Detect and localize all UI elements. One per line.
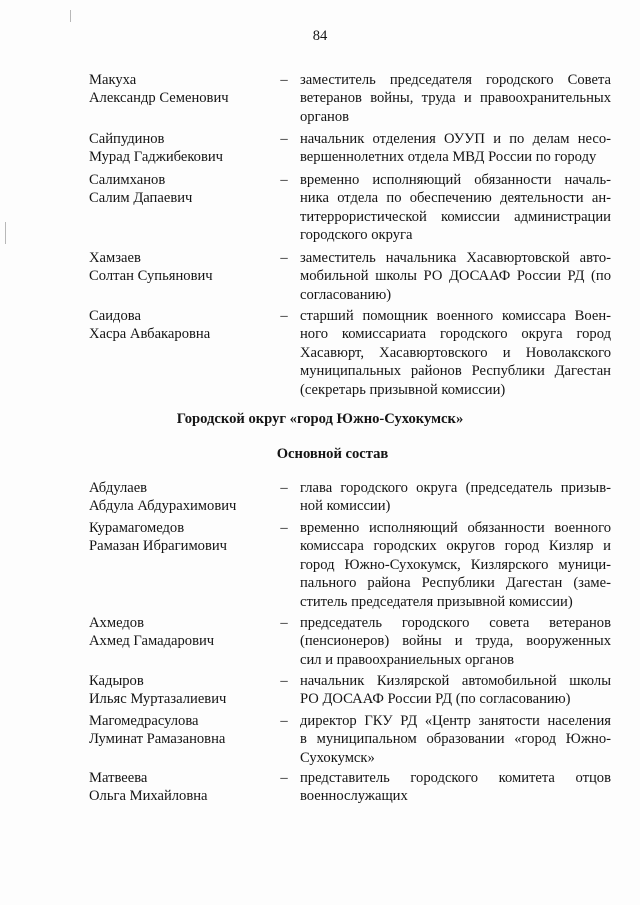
subsection-title: Основной состав (276, 446, 389, 462)
member-surname: Макуха (89, 72, 137, 88)
position-line: начальник отделения ОУУП и по делам несо- (300, 131, 611, 147)
member-name (89, 769, 279, 806)
member-position (300, 479, 611, 516)
member-name (89, 171, 279, 208)
member-position (300, 769, 611, 806)
position-line: ститель председателя призывной комиссии) (300, 593, 573, 610)
member-name (89, 712, 279, 749)
position-line: Хасавюрт, Хасавюртовского и Новолакского (300, 344, 611, 361)
dash-separator: – (280, 770, 288, 786)
section-title: Городской округ «город Южно-Сухокумск» (176, 411, 464, 427)
member-surname: Саидова (89, 308, 141, 324)
member-name (89, 307, 279, 344)
position-line: пального района Республики Дагестан (заме- (300, 575, 611, 592)
member-surname: Магомедрасулова (89, 713, 199, 729)
member-name (89, 249, 279, 286)
position-line: временно исполняющий обязанности военного (300, 520, 611, 536)
scan-artifact-top (70, 10, 71, 22)
position-line: согласованию) (300, 286, 392, 303)
page-number: 84 (312, 28, 328, 44)
member-name (89, 672, 279, 709)
position-line: титеррористической комиссии администрации (300, 208, 611, 225)
position-line: ника отдела по обеспечению деятельности ан- (300, 190, 611, 207)
position-line: органов (300, 108, 350, 125)
position-line: представитель городского комитета отцов (300, 770, 611, 786)
member-surname: Сайпудинов (89, 131, 165, 147)
member-given-names: Мурад Гаджибекович (89, 149, 224, 166)
member-position (300, 249, 611, 304)
dash-separator: – (280, 673, 288, 689)
member-surname: Ахмедов (89, 615, 144, 631)
position-line: вершеннолетних отдела МВД России по городу (300, 149, 597, 166)
member-given-names: Ахмед Гамадарович (89, 633, 215, 650)
position-line: председатель городского совета ветеранов (300, 615, 611, 631)
scan-artifact-left (5, 222, 6, 244)
position-line: комиссара городских округов город Кизляр и (300, 538, 611, 555)
member-given-names: Солтан Супьянович (89, 268, 213, 285)
member-position (300, 712, 611, 767)
position-line: директор ГКУ РД «Центр занятости населения (300, 713, 611, 729)
position-line: (пенсионеров) войны и труда, вооруженных (300, 633, 611, 650)
member-name (89, 71, 279, 108)
position-line: РО ДОСААФ России РД (по согласованию) (300, 691, 571, 708)
dash-separator: – (280, 480, 288, 496)
position-line: заместитель председателя городского Совета (300, 72, 611, 88)
member-name (89, 130, 279, 167)
position-line: ветеранов войны, труда и правоохранительных (300, 90, 611, 107)
position-line: ного комиссариата городского округа город (300, 326, 611, 343)
position-line: в муниципальном образовании «город Южно- (300, 731, 611, 748)
member-position (300, 130, 611, 167)
dash-separator: – (280, 250, 288, 266)
member-position (300, 171, 611, 245)
position-line: муниципальных районов Республики Дагестан (300, 363, 611, 380)
member-given-names: Ильяс Муртазалиевич (89, 691, 227, 708)
dash-separator: – (280, 308, 288, 324)
member-position (300, 672, 611, 709)
member-name (89, 519, 279, 556)
position-line: городского округа (300, 227, 413, 244)
member-position (300, 307, 611, 399)
member-name (89, 479, 279, 516)
member-position (300, 71, 611, 126)
member-given-names: Салим Дапаевич (89, 190, 193, 207)
member-surname: Матвеева (89, 770, 148, 786)
member-position (300, 614, 611, 669)
position-line: сил и правоохраниельных органов (300, 651, 515, 668)
member-surname: Кадыров (89, 673, 144, 689)
member-surname: Хамзаев (89, 250, 141, 266)
position-line: ной комиссии) (300, 498, 391, 515)
member-given-names: Рамазан Ибрагимович (89, 538, 228, 555)
position-line: Сухокумск» (300, 749, 375, 766)
position-line: старший помощник военного комиссара Воен- (300, 308, 611, 324)
dash-separator: – (280, 713, 288, 729)
member-surname: Курамагомедов (89, 520, 185, 536)
dash-separator: – (280, 72, 288, 88)
member-given-names: Ольга Михайловна (89, 788, 208, 805)
position-line: город Южно-Сухокумск, Кизлярского муници- (300, 556, 611, 573)
position-line: заместитель начальника Хасавюртовской авто- (300, 250, 611, 266)
position-line: временно исполняющий обязанности началь- (300, 172, 611, 188)
member-position (300, 519, 611, 611)
dash-separator: – (280, 615, 288, 631)
position-line: военнослужащих (300, 788, 408, 805)
member-given-names: Абдула Абдурахимович (89, 498, 237, 515)
member-surname: Абдулаев (89, 480, 148, 496)
position-line: начальник Кизлярской автомобильной школы (300, 673, 611, 689)
position-line: мобильной школы РО ДОСААФ России РД (по (300, 268, 611, 285)
position-line: глава городского округа (председатель призыв- (300, 480, 611, 496)
member-given-names: Хасра Авбакаровна (89, 326, 211, 343)
position-line: (секретарь призывной комиссии) (300, 381, 506, 398)
dash-separator: – (280, 172, 288, 188)
member-given-names: Александр Семенович (89, 90, 229, 107)
dash-separator: – (280, 131, 288, 147)
member-surname: Салимханов (89, 172, 166, 188)
member-given-names: Луминат Рамазановна (89, 731, 226, 748)
dash-separator: – (280, 520, 288, 536)
member-name (89, 614, 279, 651)
